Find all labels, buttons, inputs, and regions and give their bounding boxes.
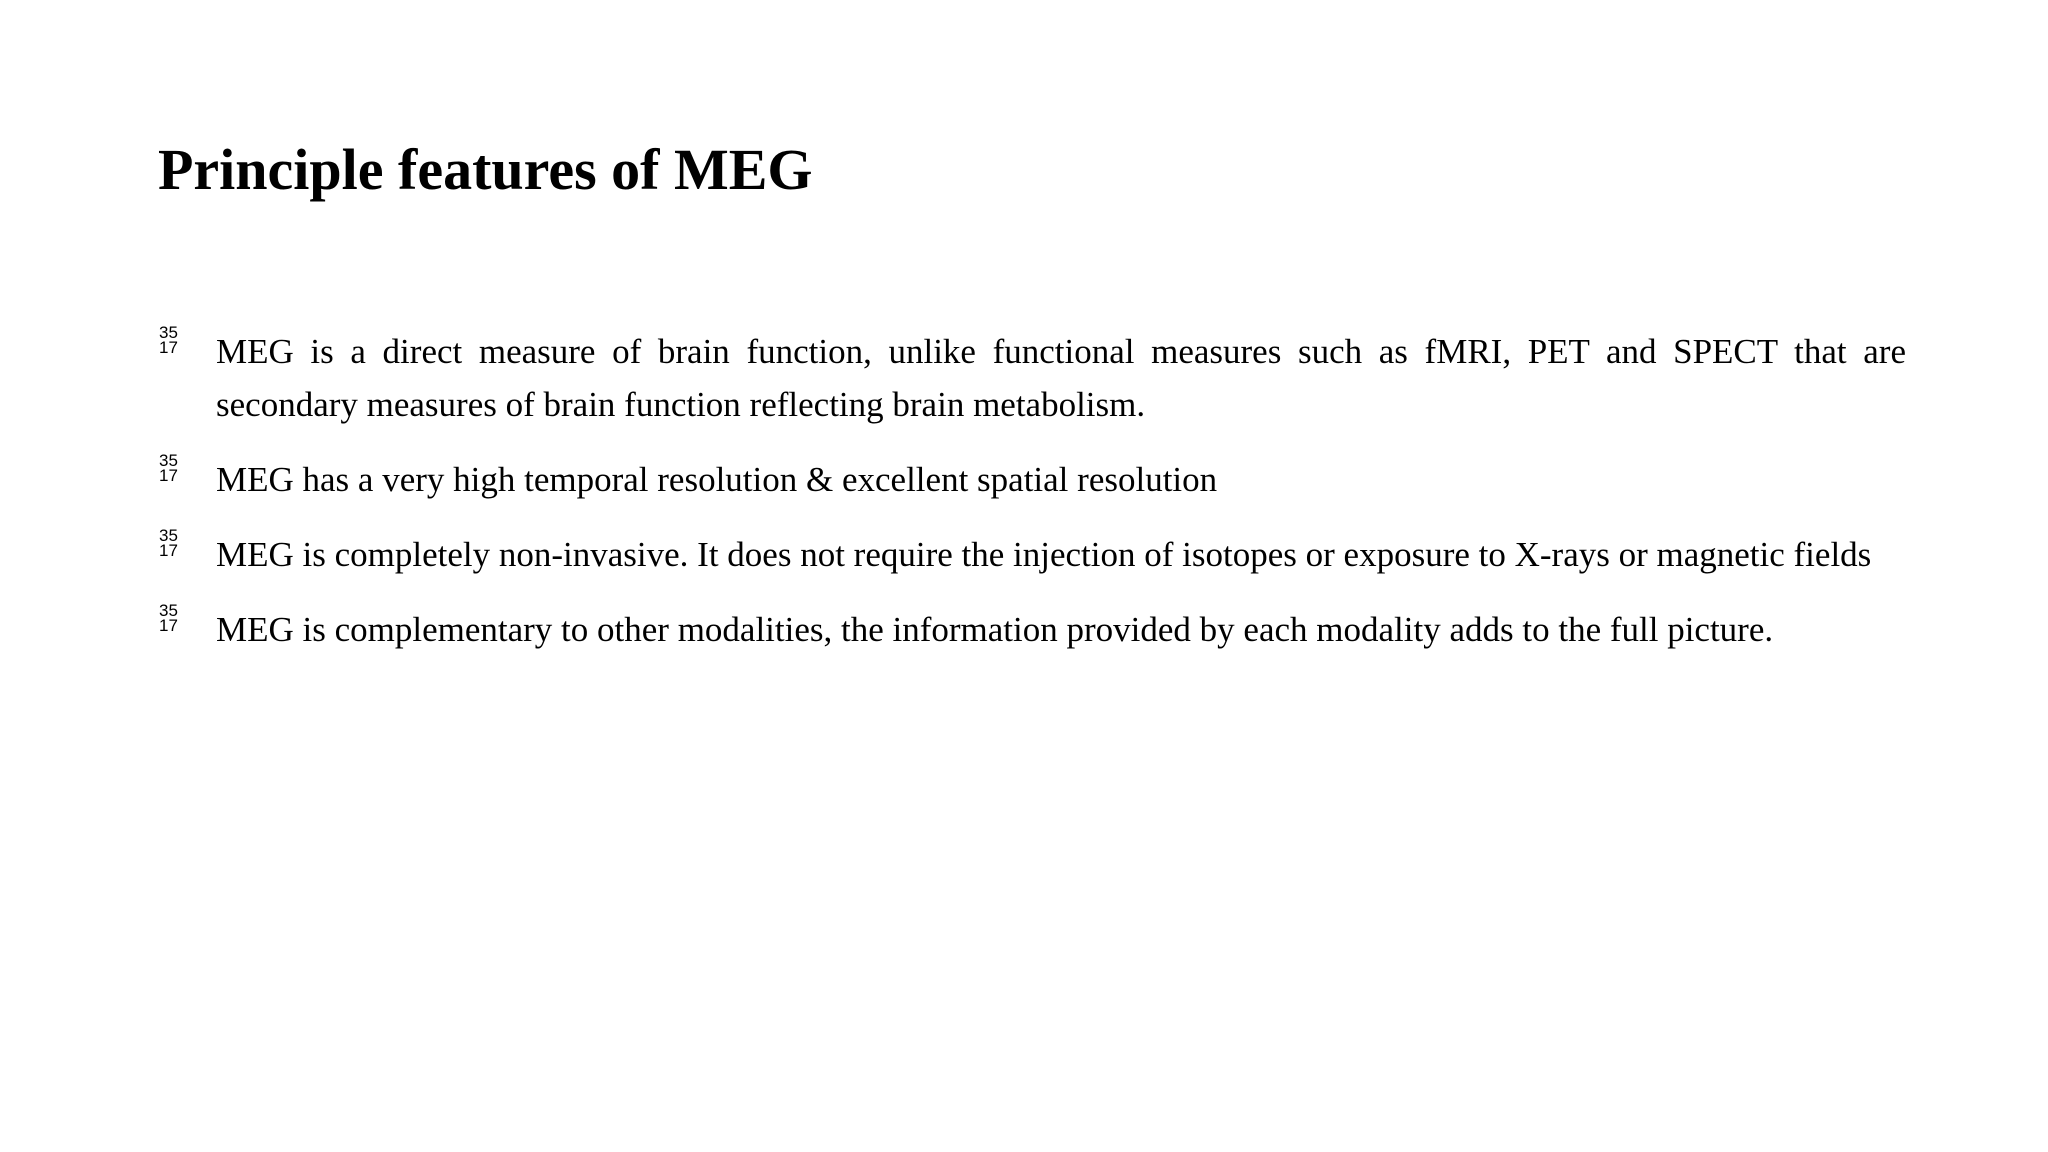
bullet-marker-top: 35 <box>159 526 178 545</box>
bullet-marker-top: 35 <box>159 601 178 620</box>
bullet-list <box>158 325 1906 678</box>
bullet-marker-icon <box>159 325 178 355</box>
bullet-text: MEG is completely non-invasive. It does not require the injection of isotopes or exposure to X-rays or magnetic fields <box>216 535 1872 574</box>
bullet-marker-icon <box>159 603 178 633</box>
bullet-marker-bottom: 17 <box>159 338 178 357</box>
bullet-marker-top: 35 <box>159 451 178 470</box>
bullet-text: MEG is complementary to other modalities, the information provided by each modality adds to the full picture. <box>216 610 1774 649</box>
bullet-marker-top: 35 <box>159 323 178 342</box>
bullet-text: MEG has a very high temporal resolution & excellent spatial resolution <box>216 460 1218 499</box>
bullet-marker-bottom: 17 <box>159 616 178 635</box>
slide-title: Principle features of MEG <box>158 137 813 202</box>
bullet-item-2 <box>158 453 1906 506</box>
bullet-item-3 <box>158 528 1906 581</box>
bullet-item-1 <box>158 325 1906 431</box>
bullet-marker-bottom: 17 <box>159 466 178 485</box>
bullet-text: MEG is a direct measure of brain function, unlike functional measures such as fMRI, PET and SPECT that are secondary measures of brain function reflecting brain metabolism. <box>216 332 1906 424</box>
bullet-item-4 <box>158 603 1906 656</box>
bullet-marker-icon <box>159 528 178 558</box>
bullet-marker-bottom: 17 <box>159 541 178 560</box>
bullet-marker-icon <box>159 453 178 483</box>
